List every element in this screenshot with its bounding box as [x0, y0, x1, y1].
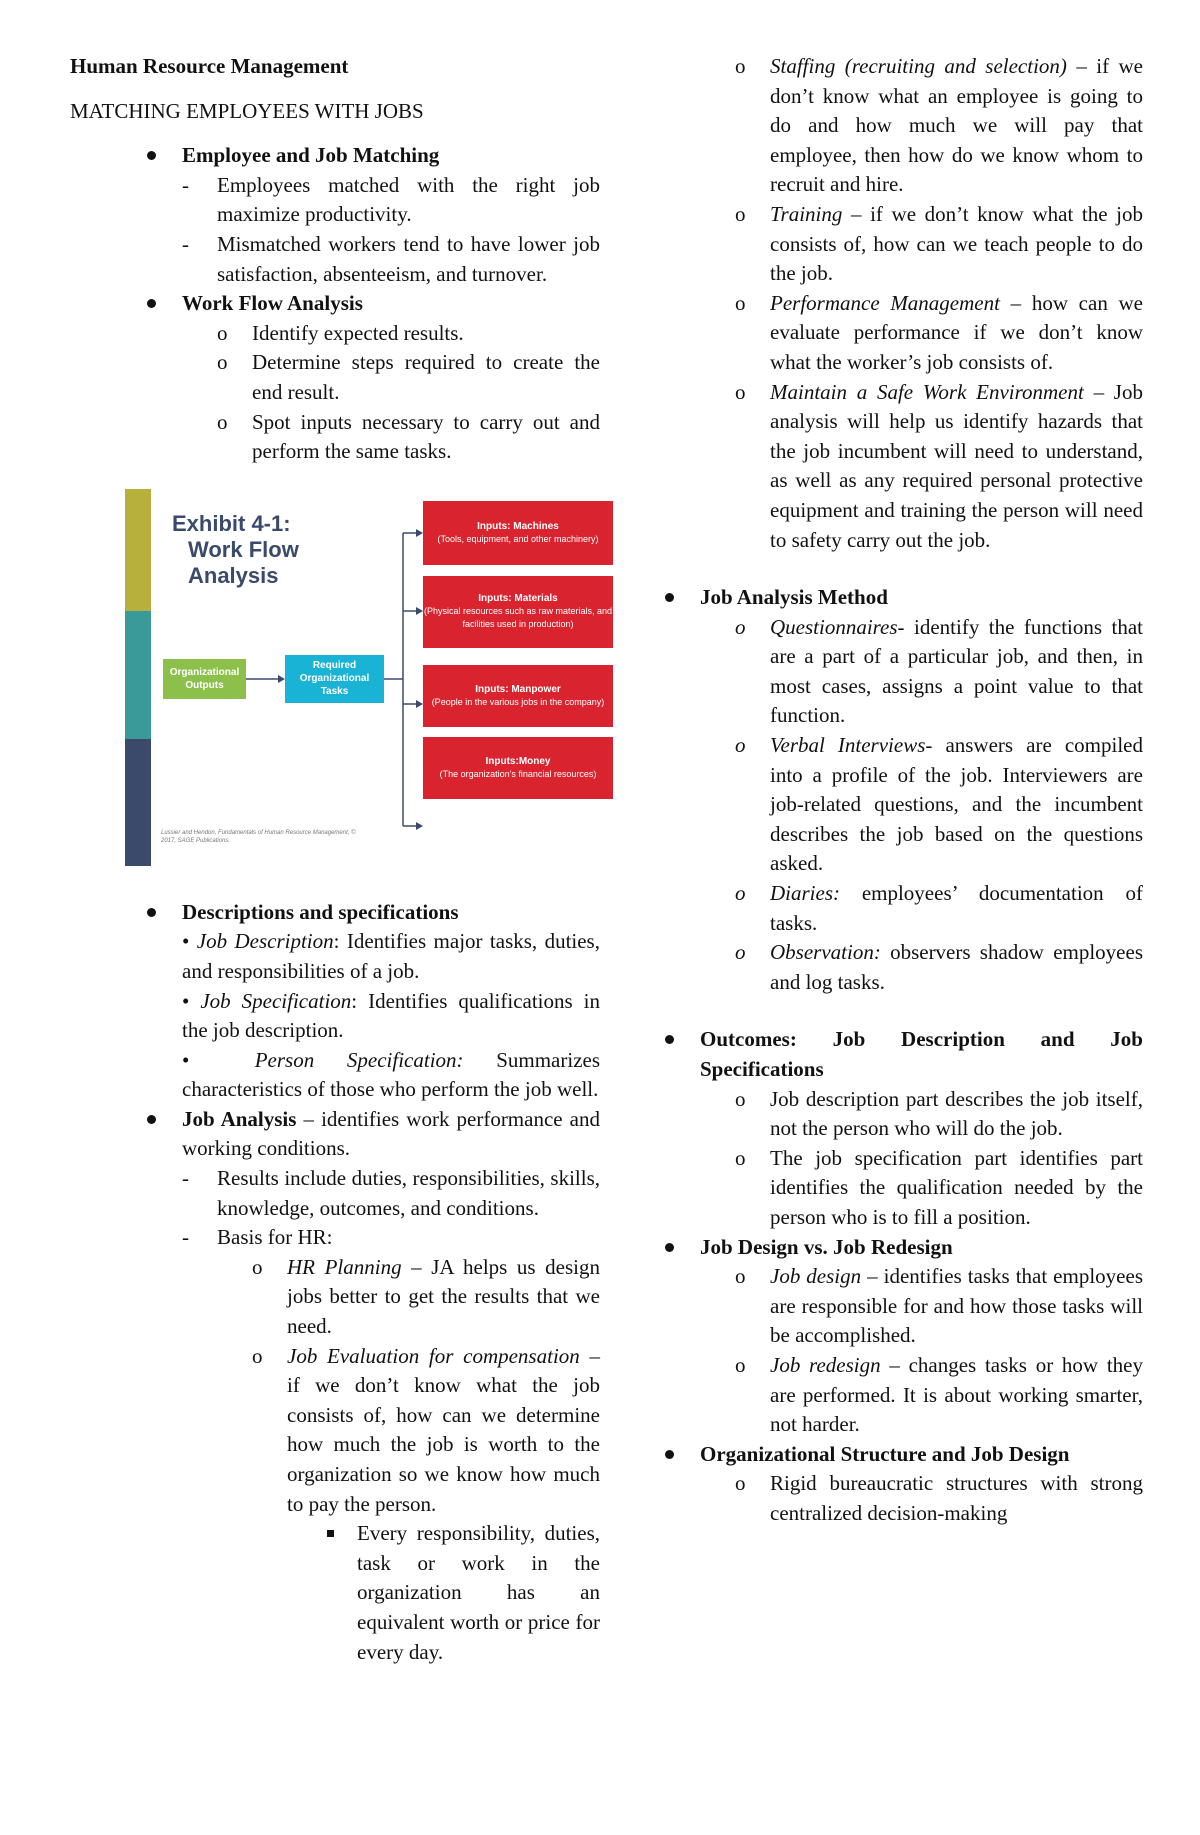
circle-item-text: Identify expected results. [252, 320, 464, 345]
bullet-heading: Employee and Job Matching [182, 143, 440, 168]
dash-text: Results include duties, responsibilities, skills, knowledge, outcomes, and conditions. [217, 1166, 600, 1220]
dash-icon: - [182, 231, 189, 256]
bullet-heading: Job Design vs. Job Redesign [700, 1234, 953, 1259]
circle-bullet-icon: o [217, 320, 228, 345]
square-item [70, 1519, 600, 1667]
circle-bullet-icon: o [735, 1471, 746, 1496]
circle-item [70, 348, 600, 407]
method-item [665, 731, 1143, 879]
bullet-heading: Organizational Structure and Job Design [700, 1441, 1070, 1466]
exhibit-machines-sub: (Tools, equipment, and other machinery) [437, 533, 599, 544]
method-item [665, 938, 1143, 997]
circle-bullet-icon: o [735, 1264, 746, 1289]
circle-item [665, 289, 1143, 378]
circle-item-text: Job Evaluation for compensation – if we don’t know what the job consists of, how can we determine how much the job is worth to the organization so we know how much to pay the person. [287, 1343, 600, 1516]
circle-item [665, 1144, 1143, 1233]
circle-bullet-icon: o [252, 1343, 263, 1368]
left-column [70, 52, 613, 1667]
spacer [665, 555, 1143, 583]
circle-item-text: Maintain a Safe Work Environment – Job analysis will help us identify hazards that the job incumbent will need to understand, as well as any required personal protective equipment and training the person will need to safety carry out the job. [770, 379, 1143, 552]
dash-text: Basis for HR: [217, 1225, 333, 1250]
circle-bullet-icon: o [217, 409, 228, 434]
bullet-employee-job-matching [70, 141, 600, 171]
square-item-text: Every responsibility, duties, task or work in the organization has an equivalent worth or price for every day. [357, 1521, 600, 1664]
exhibit-tasks-label: Required Organizational Tasks [299, 660, 370, 698]
spec-item-job-description: • Job Description: Identifies major tasks, duties, and responsibilities of a job. [182, 929, 600, 983]
dash-text: Employees matched with the right job maximize productivity. [217, 172, 600, 227]
circle-item [70, 319, 600, 349]
circle-item [70, 1253, 600, 1342]
circle-item-text: The job specification part identifies part identifies the qualification needed by the person who is to fill a position. [770, 1145, 1143, 1229]
circle-item-text: Job description part describes the job itself, not the person who will do the job. [770, 1086, 1143, 1141]
spec-item-person-specification: • Person Specification: Summarizes characteristics of those who perform the job well. [182, 1047, 601, 1102]
circle-bullet-icon: o [735, 614, 746, 639]
spec-list [70, 927, 600, 1105]
exhibit-box-tasks [285, 655, 384, 703]
exhibit-manpower-sub: (People in the various jobs in the company) [431, 696, 605, 707]
dash-icon: - [182, 1225, 189, 1250]
exhibit-box-materials [423, 576, 613, 648]
bullet-dot-icon [147, 908, 156, 917]
exhibit-credit: Lussier and Hendon, Fundamentals of Human Resource Management, © 2017, SAGE Publications. [161, 829, 356, 844]
circle-bullet-icon: o [735, 54, 746, 78]
circle-item [665, 1351, 1143, 1440]
dash-text: Mismatched workers tend to have lower job satisfaction, absenteeism, and turnover. [217, 231, 600, 286]
bullet-heading: Outcomes: Job Description and Job Specifications [700, 1027, 1143, 1081]
circle-item [70, 408, 600, 467]
bullet-heading: Job Analysis [182, 1106, 297, 1131]
circle-item-text: Staffing (recruiting and selection) – if we don’t know what an employee is going to do and how much we will pay that employee, then how do we know whom to recruit and hire. [770, 54, 1143, 197]
exhibit-title-line-3: Analysis [188, 562, 279, 588]
method-item [665, 613, 1143, 731]
exhibit-title-line-2: Work Flow [188, 536, 299, 562]
circle-bullet-icon: o [735, 1086, 746, 1111]
bullet-work-flow-analysis [70, 289, 600, 319]
exhibit-box-outputs [163, 659, 246, 699]
circle-bullet-icon: o [735, 379, 746, 404]
bullet-organizational-structure [665, 1440, 1143, 1470]
circle-item [665, 200, 1143, 289]
circle-item [665, 1469, 1143, 1528]
exhibit-title-line-1: Exhibit 4-1: [172, 510, 291, 536]
circle-bullet-icon: o [217, 350, 228, 375]
circle-item-text: HR Planning – JA helps us design jobs better to get the results that we need. [287, 1254, 600, 1339]
circle-item [665, 52, 1143, 200]
exhibit-materials-title: Inputs: Materials [478, 593, 558, 605]
circle-bullet-icon: o [735, 201, 746, 226]
bullet-job-analysis-method [665, 583, 1143, 613]
square-bullet-icon [327, 1530, 334, 1537]
circle-bullet-icon: o [735, 290, 746, 315]
exhibit-machines-title: Inputs: Machines [477, 520, 559, 532]
bullet-dot-icon [147, 1115, 156, 1124]
job-analysis-text: Job Analysis – identifies work performance and working conditions. [182, 1106, 600, 1161]
method-item-text: Questionnaires- identify the functions that are a part of a particular job, and then, in most cases, assigns a point value to that function. [770, 614, 1143, 728]
exhibit-money-title: Inputs:Money [485, 755, 551, 767]
bullet-dot-icon [665, 1450, 674, 1459]
circle-item-text: Job redesign – changes tasks or how they are performed. It is about working smarter, not harder. [770, 1352, 1143, 1437]
circle-item-text: Performance Management – how can we evaluate performance if we don’t know what the worker’s job consists of. [770, 290, 1143, 374]
spacer [665, 997, 1143, 1025]
circle-bullet-icon: o [735, 1145, 746, 1170]
dash-item [70, 230, 600, 289]
circle-item-text: Spot inputs necessary to carry out and perform the same tasks. [252, 409, 600, 464]
bullet-heading: Descriptions and specifications [182, 899, 459, 924]
dash-item [70, 171, 600, 230]
method-item [665, 879, 1143, 938]
document-title: Human Resource Management [70, 54, 349, 78]
exhibit-money-sub: (The organization's financial resources) [439, 768, 597, 779]
method-item-text: Observation: observers shadow employees and log tasks. [770, 940, 1143, 994]
exhibit-box-money [423, 737, 613, 799]
bullet-dot-icon [147, 299, 156, 308]
spec-item-job-specification: • Job Specification: Identifies qualifications in the job description. [182, 988, 600, 1043]
exhibit-work-flow-figure [125, 489, 615, 866]
bullet-dot-icon [665, 1243, 674, 1252]
circle-bullet-icon: o [735, 881, 746, 906]
circle-bullet-icon: o [252, 1254, 263, 1279]
circle-bullet-icon: o [735, 733, 746, 758]
bullet-descriptions-specifications [70, 898, 600, 928]
bullet-job-analysis [70, 1105, 600, 1164]
circle-item [665, 378, 1143, 556]
exhibit-box-machines [423, 501, 613, 565]
right-column [665, 52, 1143, 1529]
circle-item [665, 1262, 1143, 1351]
circle-item [665, 1085, 1143, 1144]
circle-item [70, 1342, 600, 1520]
exhibit-outputs-label: Organizational Outputs [169, 666, 240, 691]
dash-icon: - [182, 172, 189, 197]
circle-item-text: Job design – identifies tasks that employees are responsible for and how those tasks will be accomplished. [770, 1264, 1143, 1348]
circle-bullet-icon: o [735, 940, 746, 965]
exhibit-box-manpower [423, 665, 613, 727]
method-item-text: Diaries: employees’ documentation of tasks. [770, 881, 1143, 935]
dash-item [70, 1223, 600, 1253]
exhibit-manpower-title: Inputs: Manpower [475, 683, 561, 695]
bullet-dot-icon [147, 151, 156, 160]
exhibit-materials-sub: (Physical resources such as raw materials, and facilities used in production) [423, 606, 613, 630]
bullet-heading: Work Flow Analysis [182, 291, 363, 316]
section-title: MATCHING EMPLOYEES WITH JOBS [70, 98, 424, 123]
dash-icon: - [182, 1166, 189, 1191]
bullet-dot-icon [665, 593, 674, 602]
bullet-outcomes [665, 1025, 1143, 1084]
circle-item-text: Training – if we don’t know what the job consists of, how can we teach people to do the job. [770, 201, 1143, 286]
circle-item-text: Determine steps required to create the end result. [252, 350, 600, 404]
circle-bullet-icon: o [735, 1352, 746, 1377]
bullet-dot-icon [665, 1035, 674, 1044]
bullet-heading: Job Analysis Method [700, 585, 888, 610]
circle-item-text: Rigid bureaucratic structures with strong centralized decision-making [770, 1471, 1143, 1525]
method-item-text: Verbal Interviews- answers are compiled into a profile of the job. Interviewers are job-related questions, and the incumbent describes the job based on the questions asked. [770, 733, 1143, 876]
dash-item [70, 1164, 600, 1223]
bullet-job-design [665, 1233, 1143, 1263]
